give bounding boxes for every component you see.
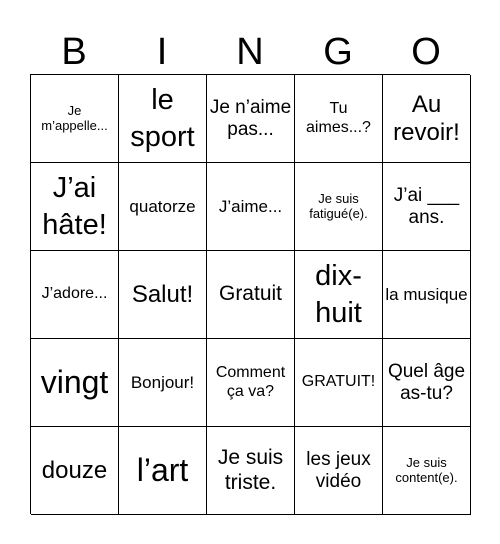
bingo-cell[interactable]: Bonjour! — [119, 339, 207, 427]
bingo-cell[interactable]: les jeux vidéo — [295, 427, 383, 515]
bingo-cell[interactable]: Gratuit — [207, 251, 295, 339]
bingo-cell[interactable]: J’ai hâte! — [31, 163, 119, 251]
bingo-cell[interactable]: la musique — [383, 251, 471, 339]
bingo-cell[interactable]: J’ai ___ ans. — [383, 163, 471, 251]
bingo-cell[interactable]: Au revoir! — [383, 75, 471, 163]
bingo-cell[interactable]: l’art — [119, 427, 207, 515]
header-letter-b: B — [61, 31, 87, 73]
header-letter-i: I — [156, 31, 168, 73]
bingo-cell[interactable]: J’adore... — [31, 251, 119, 339]
bingo-cell[interactable]: Comment ça va? — [207, 339, 295, 427]
bingo-cell[interactable]: Salut! — [119, 251, 207, 339]
header-letter-o: O — [411, 31, 441, 73]
bingo-board — [30, 74, 470, 514]
bingo-cell[interactable]: douze — [31, 427, 119, 515]
bingo-header — [30, 28, 470, 76]
header-letter-g: G — [323, 31, 353, 73]
bingo-cell[interactable]: Je suis triste. — [207, 427, 295, 515]
bingo-cell[interactable]: Quel âge as-tu? — [383, 339, 471, 427]
bingo-cell[interactable]: quatorze — [119, 163, 207, 251]
bingo-cell[interactable]: Je suis content(e). — [383, 427, 471, 515]
bingo-cell[interactable]: Je suis fatigué(e). — [295, 163, 383, 251]
bingo-cell[interactable]: le sport — [119, 75, 207, 163]
bingo-cell[interactable]: Je n’aime pas... — [207, 75, 295, 163]
bingo-cell[interactable]: dix-huit — [295, 251, 383, 339]
bingo-cell[interactable]: GRATUIT! — [295, 339, 383, 427]
bingo-cell[interactable]: vingt — [31, 339, 119, 427]
bingo-cell[interactable]: Tu aimes...? — [295, 75, 383, 163]
bingo-cell[interactable]: Je m’appelle... — [31, 75, 119, 163]
header-letter-n: N — [236, 31, 264, 73]
bingo-cell[interactable]: J’aime... — [207, 163, 295, 251]
